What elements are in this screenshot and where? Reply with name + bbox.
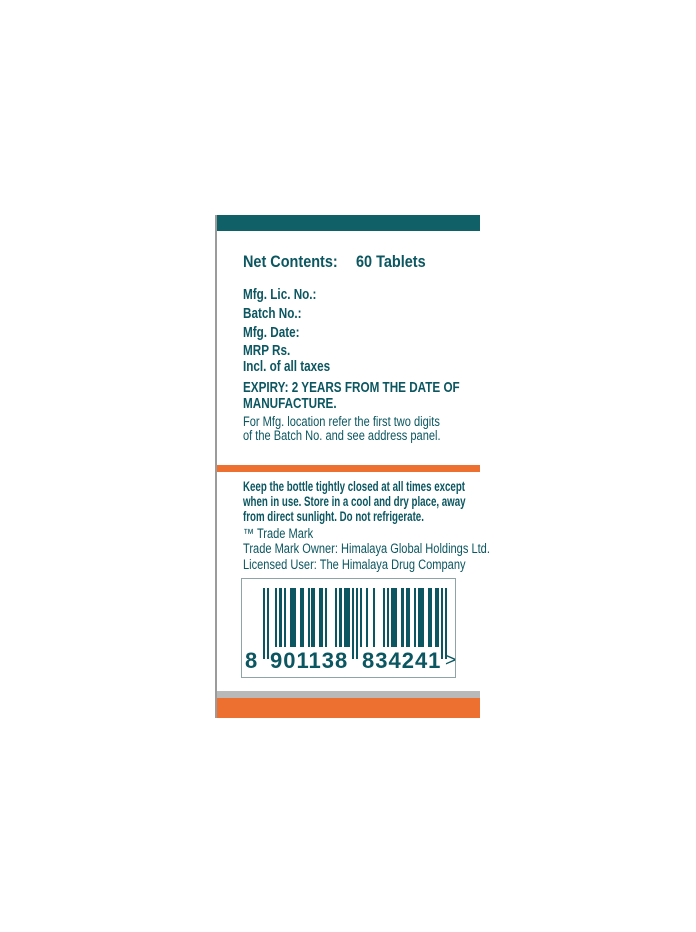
barcode-digits-right-group: 834241 — [362, 648, 442, 673]
field-mfg-date: Mfg. Date: — [243, 324, 300, 341]
storage-line-2: when in use. Store in a cool and dry place, away — [243, 494, 466, 509]
trademark-line: ™ Trade Mark — [243, 526, 314, 541]
barcode-quiet-zone-arrow: > — [445, 650, 457, 671]
storage-line-3: from direct sunlight. Do not refrigerate. — [243, 509, 424, 524]
bottom-gray-band — [217, 691, 480, 698]
mrp-line-1: MRP Rs. — [243, 342, 291, 359]
licensed-user-line: Licensed User: The Himalaya Drug Company — [243, 557, 466, 572]
top-teal-band — [217, 215, 480, 231]
barcode — [241, 578, 456, 678]
storage-line-1: Keep the bottle tightly closed at all times except — [243, 479, 465, 494]
barcode-digits-left-group: 901138 — [270, 648, 349, 673]
orange-divider-band — [217, 465, 480, 472]
mrp-line-2: Incl. of all taxes — [243, 358, 331, 375]
bottom-orange-band — [217, 698, 480, 718]
expiry-line-2: MANUFACTURE. — [243, 395, 337, 412]
field-mfg-lic-no: Mfg. Lic. No.: — [243, 286, 317, 303]
net-contents-label: Net Contents: — [243, 252, 338, 271]
net-contents-value: 60 Tablets — [356, 252, 426, 271]
mfg-location-line-1: For Mfg. location refer the first two digits — [243, 414, 440, 429]
trademark-owner-line: Trade Mark Owner: Himalaya Global Holdings Ltd. — [243, 541, 490, 556]
barcode-module — [445, 588, 447, 659]
expiry-line-1: EXPIRY: 2 YEARS FROM THE DATE OF — [243, 379, 460, 396]
barcode-digit-first: 8 — [245, 648, 259, 673]
mfg-location-line-2: of the Batch No. and see address panel. — [243, 428, 441, 443]
field-batch-no: Batch No.: — [243, 305, 302, 322]
